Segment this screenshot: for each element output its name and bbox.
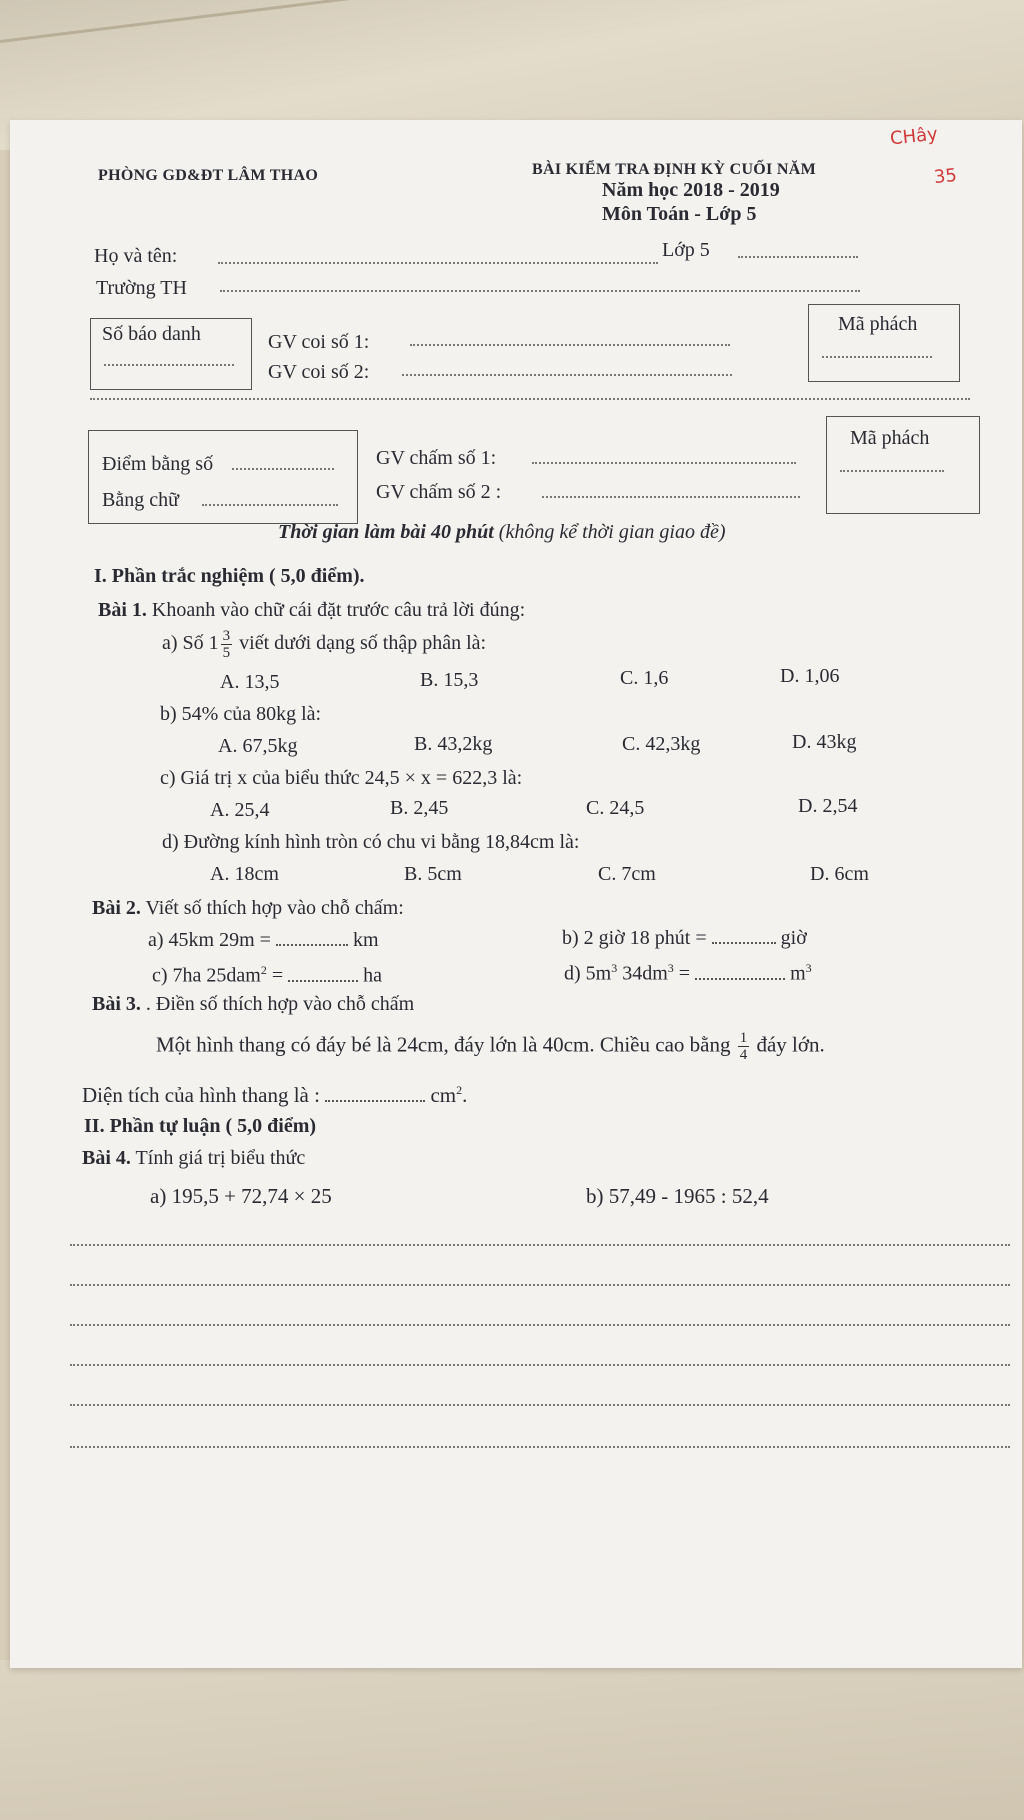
code-label-top: Mã phách (838, 313, 918, 335)
q1d-option-d[interactable]: D. 6cm (810, 863, 869, 885)
bai4-b: b) 57,49 - 1965 : 52,4 (586, 1184, 769, 1208)
q1a-option-a[interactable]: A. 13,5 (220, 671, 280, 693)
exam-title: BÀI KIỂM TRA ĐỊNH KỲ CUỐI NĂM (532, 161, 816, 178)
score-word-field[interactable] (202, 492, 338, 506)
q1d-text: d) Đường kính hình tròn có chu vi bằng 18,84cm là: (162, 831, 580, 853)
q1a-option-b[interactable]: B. 15,3 (420, 669, 479, 691)
q1c-option-a[interactable]: A. 25,4 (210, 799, 270, 821)
candidate-number-field[interactable] (104, 354, 234, 366)
bai3-fraction: $\frac{1}{4}$ (739, 1030, 748, 1063)
cut-line (90, 392, 970, 400)
q1a-option-c[interactable]: C. 1,6 (620, 667, 669, 689)
q1a-option-d[interactable]: D. 1,06 (780, 665, 840, 687)
score-number-field[interactable] (232, 456, 334, 470)
proctor1-field[interactable] (410, 330, 730, 346)
q1d-option-a[interactable]: A. 18cm (210, 863, 279, 885)
answer-line[interactable] (70, 1324, 1010, 1326)
handwritten-note: CHây (889, 123, 939, 150)
answer-line[interactable] (70, 1244, 1010, 1246)
name-label: Họ và tên: (94, 245, 178, 267)
bai2-c: c) 7ha 25dam$^2$ = ha (152, 963, 383, 987)
part2-title: II. Phần tự luận ( 5,0 điểm) (84, 1115, 317, 1137)
mixed-fraction: $\frac{3}{5}$ (222, 628, 231, 661)
floor-background-bottom (0, 1660, 1024, 1820)
bai3-heading: Bài 3. . Điền số thích hợp vào chỗ chấm (92, 993, 415, 1015)
grader1-label: GV chấm số 1: (376, 447, 497, 469)
bai4-a: a) 195,5 + 72,74 × 25 (150, 1184, 332, 1208)
proctor2-label: GV coi số 2: (268, 361, 370, 383)
school-year: Năm học 2018 - 2019 (602, 179, 780, 201)
class-label: Lớp 5 (662, 239, 710, 261)
bai2-a: a) 45km 29m = km (148, 929, 379, 951)
answer-line[interactable] (70, 1404, 1010, 1406)
handwritten-score: 35 (932, 164, 958, 189)
proctor1-label: GV coi số 1: (268, 331, 370, 353)
name-field[interactable] (218, 246, 658, 264)
answer-line[interactable] (70, 1446, 1010, 1448)
time-note: Thời gian làm bài 40 phút (không kể thời gian giao đề) (278, 521, 726, 543)
answer-line[interactable] (70, 1364, 1010, 1366)
candidate-number-label: Số báo danh (102, 323, 201, 345)
q1c-option-b[interactable]: B. 2,45 (390, 797, 449, 819)
bai4-heading: Bài 4. Tính giá trị biểu thức (82, 1147, 306, 1169)
bai2-b-blank[interactable] (712, 928, 776, 944)
bai3-line1: Một hình thang có đáy bé là 24cm, đáy lớn là 40cm. Chiều cao bằng $\frac{1}{4}$ đáy lớn. (156, 1030, 825, 1063)
class-field[interactable] (738, 240, 858, 258)
subject-line: Môn Toán - Lớp 5 (602, 203, 757, 225)
bai2-d: d) $5m^3$ $34dm^3 = m^3$ (564, 961, 812, 985)
grader2-field[interactable] (542, 484, 800, 498)
school-field[interactable] (220, 274, 860, 292)
grader2-label: GV chấm số 2 : (376, 481, 502, 503)
q1b-option-d[interactable]: D. 43kg (792, 731, 857, 753)
school-label: Trường TH (96, 277, 187, 299)
bai2-heading: Bài 2. Viết số thích hợp vào chỗ chấm: (92, 897, 404, 919)
bai1-heading: Bài 1. Khoanh vào chữ cái đặt trước câu trả lời đúng: (98, 599, 526, 621)
bai2-a-blank[interactable] (276, 930, 348, 946)
q1b-option-a[interactable]: A. 67,5kg (218, 735, 298, 757)
code-field-top[interactable] (822, 348, 932, 358)
code-label-bottom: Mã phách (850, 427, 930, 449)
bai2-b: b) 2 giờ 18 phút = giờ (562, 927, 807, 949)
bai2-c-blank[interactable] (288, 966, 358, 982)
department-name: PHÒNG GD&ĐT LÂM THAO (98, 167, 319, 184)
proctor2-field[interactable] (402, 360, 732, 376)
part1-title: I. Phần trắc nghiệm ( 5,0 điểm). (94, 565, 365, 587)
bai3-blank[interactable] (325, 1086, 425, 1102)
code-field-bottom[interactable] (840, 462, 944, 472)
q1b-text: b) 54% của 80kg là: (160, 703, 322, 725)
q1b-option-b[interactable]: B. 43,2kg (414, 733, 493, 755)
q1d-option-c[interactable]: C. 7cm (598, 863, 656, 885)
q1d-option-b[interactable]: B. 5cm (404, 863, 462, 885)
q1c-option-d[interactable]: D. 2,54 (798, 795, 858, 817)
grader1-field[interactable] (532, 450, 796, 464)
score-word-label: Bằng chữ (102, 489, 179, 511)
bai3-line2: Diện tích của hình thang là : $cm^2$. (82, 1083, 468, 1107)
q1c-text: c) Giá trị x của biểu thức 24,5 × x = 622,3 là: (160, 767, 523, 789)
answer-line[interactable] (70, 1284, 1010, 1286)
q1a-text: a) Số 1 $\frac{3}{5}$ viết dưới dạng số thập phân là: (162, 628, 487, 661)
q1c-option-c[interactable]: C. 24,5 (586, 797, 645, 819)
score-number-label: Điểm bằng số (102, 453, 214, 475)
exam-paper (10, 120, 1022, 1668)
q1b-option-c[interactable]: C. 42,3kg (622, 733, 701, 755)
bai2-d-blank[interactable] (695, 964, 785, 980)
